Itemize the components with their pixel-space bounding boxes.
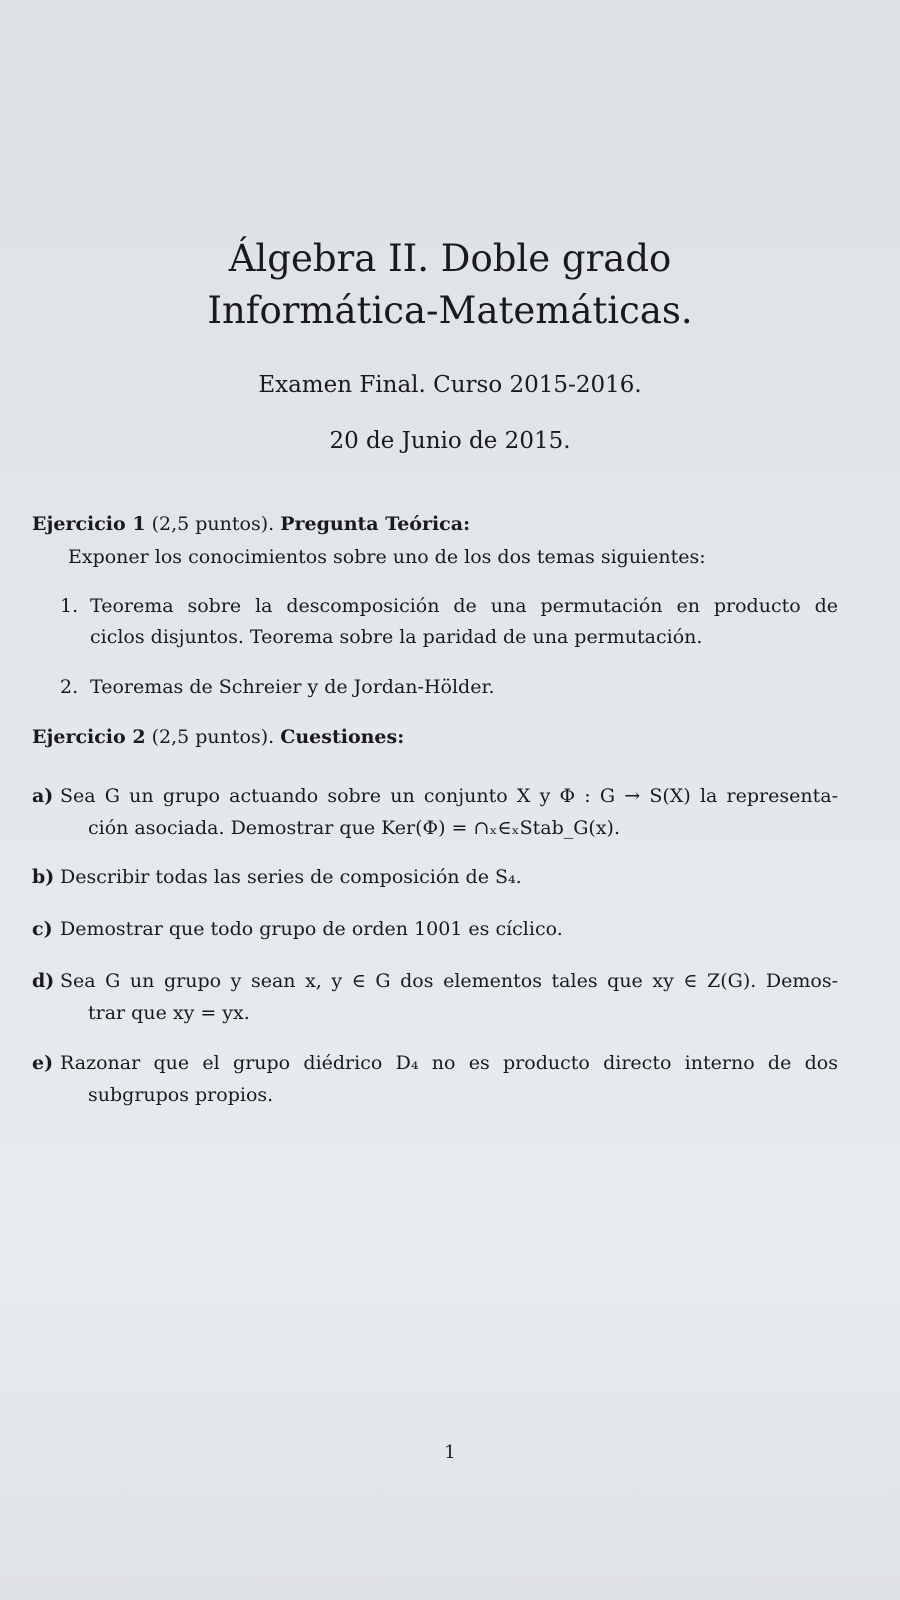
title-line-2: Informática-Matemáticas. xyxy=(207,289,693,332)
question-c-marker: c) xyxy=(32,918,53,940)
ex1-item-1-number: 1. xyxy=(60,595,79,617)
exercise-2-heading xyxy=(32,726,404,748)
question-b-line1: Describir todas las series de composición de S₄. xyxy=(60,866,522,888)
question-d-marker: d) xyxy=(32,970,55,992)
exercise-2-label: Ejercicio 2 xyxy=(32,726,146,748)
exercise-1-label: Ejercicio 1 xyxy=(32,513,146,535)
exam-name: Examen Final. Curso 2015-2016. xyxy=(258,372,642,398)
question-d-line2: trar que xy = yx. xyxy=(88,1002,250,1024)
exercise-1-title: Pregunta Teórica: xyxy=(280,513,471,535)
exercise-1-heading xyxy=(32,513,470,535)
question-d-line1: Sea G un grupo y sean x, y ∈ G dos elementos tales que xy ∈ Z(G). Demos- xyxy=(60,970,838,992)
question-c-line1: Demostrar que todo grupo de orden 1001 es cíclico. xyxy=(60,918,563,940)
page-number: 1 xyxy=(444,1442,456,1463)
question-a-marker: a) xyxy=(32,785,54,807)
question-e-line2: subgrupos propios. xyxy=(88,1084,274,1106)
exercise-1-intro: Exponer los conocimientos sobre uno de los dos temas siguientes: xyxy=(68,546,706,568)
title-line-1: Álgebra II. Doble grado xyxy=(228,237,672,280)
question-b-marker: b) xyxy=(32,866,55,888)
exercise-2-points: (2,5 puntos). xyxy=(151,726,275,748)
question-a-line2: ción asociada. Demostrar que Ker(Φ) = ∩ₓ∈ₓStab_G(x). xyxy=(88,817,620,839)
question-e-marker: e) xyxy=(32,1052,54,1074)
question-e-line1: Razonar que el grupo diédrico D₄ no es producto directo interno de dos xyxy=(60,1052,838,1074)
exercise-1-points: (2,5 puntos). xyxy=(151,513,275,535)
exercise-2-title: Cuestiones: xyxy=(280,726,405,748)
ex1-item-2-number: 2. xyxy=(60,676,79,698)
ex1-item-1-line2: ciclos disjuntos. Teorema sobre la paridad de una permutación. xyxy=(90,626,703,648)
ex1-item-2-line1: Teoremas de Schreier y de Jordan-Hölder. xyxy=(90,676,495,698)
question-a-line1: Sea G un grupo actuando sobre un conjunto X y Φ : G → S(X) la representa- xyxy=(60,785,838,807)
ex1-item-1-line1: Teorema sobre la descomposición de una permutación en producto de xyxy=(90,595,838,617)
exam-date: 20 de Junio de 2015. xyxy=(329,428,571,454)
